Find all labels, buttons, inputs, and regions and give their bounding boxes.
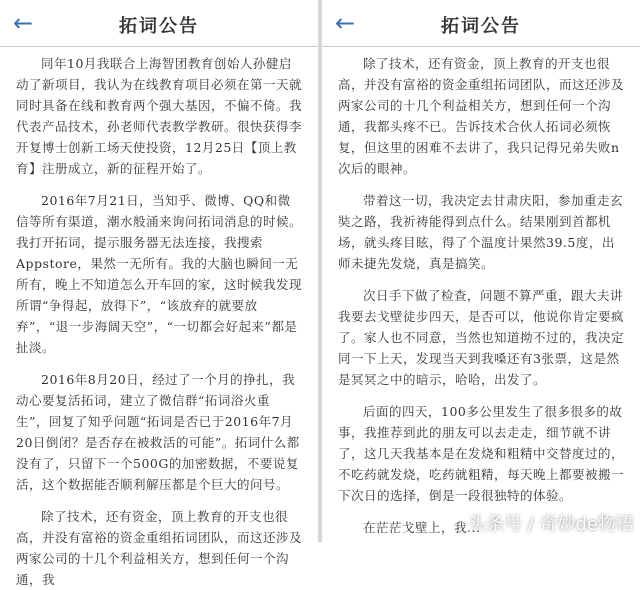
paragraph: 除了技术，还有资金，顶上教育的开支也很高，并没有富裕的资金重组拓词团队，而这还涉及两家公司的十几个利益相关方，想到任何一个沟通，我 <box>16 509 303 587</box>
header <box>322 0 640 47</box>
page-title: 拓词公告 <box>119 16 199 37</box>
left-screen <box>0 0 318 587</box>
paragraph: 除了技术，还有资金，顶上教育的开支也很高，并没有富裕的资金重组拓词团队，而这还涉及两家公司的十几个利益相关方，想到任何一个沟通，我都头疼不已。告诉技术合伙人拓词必须恢复，但这里的困难不去讲了，我只记得兄弟失败n次后的眼神。 <box>338 56 625 176</box>
paragraph: 次日手下做了检查，问题不算严重，跟大夫讲我要去戈壁徒步四天，是否可以，他说你肯定要疯了。家人也不同意，当然也知道拗不过的，我决定同一下上天，发现当天到我嗓还有3张票，这是然是冥冥之中的暗示，哈哈，出发了。 <box>338 288 625 387</box>
back-arrow-icon[interactable]: ← <box>12 9 34 37</box>
header <box>0 0 318 47</box>
paragraph: 带着这一切，我决定去甘肃庆阳，参加重走玄奘之路，我祈祷能得到点什么。结果刚到首都机场，就头疼目眩，得了个温度计果然39.5度，出师未捷先发烧，真是搞笑。 <box>338 193 624 271</box>
paragraph: 后面的四天，100多公里发生了很多很多的故事，我推荐到此的朋友可以去走走，细节就不讲了，这几天我基本是在发烧和粗精中交替度过的，不吃药就发烧，吃药就粗精，每天晚上都要被搬一下次日的选择，倒是一段很独特的体验。 <box>338 404 625 503</box>
article-body <box>322 47 640 538</box>
paragraph: 同年10月我联合上海智团教育创始人孙健启动了新项目，我认为在线教育项目必须在第一天就同时具备在线和教育两个强大基因，不偏不倚。我代表产品技术，孙老师代表教学教研。很快获得李开复博士创新工场天使投资，12月25日【顶上教育】注册成立，新的征程开始了。 <box>16 56 303 176</box>
paragraph: 2016年8月20日，经过了一个月的挣扎，我动心要复活拓词，建立了微信群“拓词浴火重生”，回复了知乎问题“拓词是否已于2016年7月20日倒闭？是否存在被救活的可能”。拓词什么都没有了，只留下一个500G的加密数据，不要说复活，这个数据能否顺利解压都是个巨大的问号。 <box>16 372 300 492</box>
right-screen <box>322 0 640 542</box>
paragraph: 2016年7月21日，当知乎、微博、QQ和微信等所有渠道，潮水般涌来询问拓词消息的时候。我打开拓词，提示服务器无法连接，我搜索Appstore，果然一无所有。我的大脑也瞬间一无所有，晚上不知道怎么开车回的家，这时候我发现所谓“争得起，放得下”，“该放弃的就要放弃”，“退一步海阔天空”，“一切都会好起来”都是扯淡。 <box>16 193 303 355</box>
article-body <box>0 47 318 590</box>
back-arrow-icon[interactable]: ← <box>334 9 356 37</box>
paragraph: 在茫茫戈壁上，我... <box>363 520 481 535</box>
page-title: 拓词公告 <box>441 16 521 37</box>
watermark: 头条号 / 奇妙de物语 <box>467 514 634 535</box>
